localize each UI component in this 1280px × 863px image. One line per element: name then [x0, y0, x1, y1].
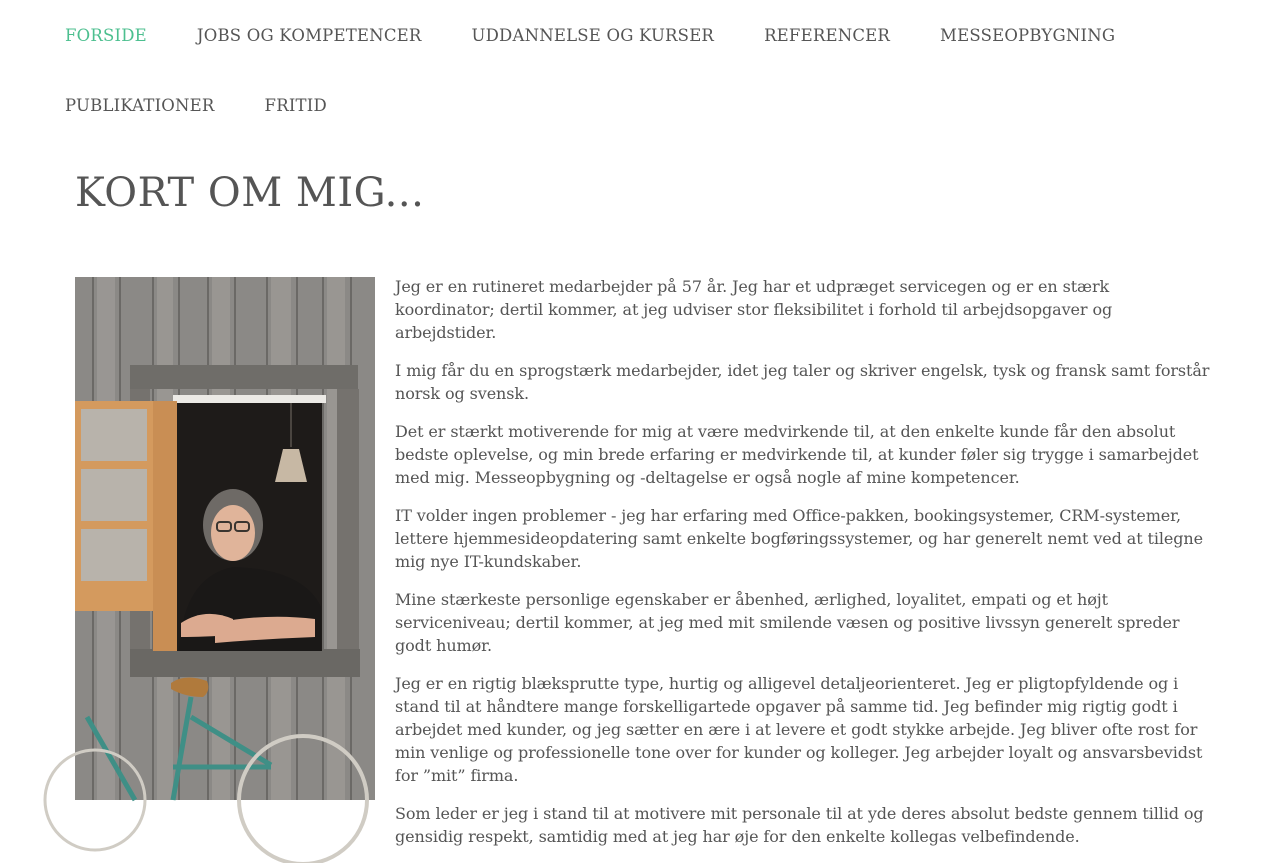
profile-photo [75, 277, 375, 800]
nav-row-1 [40, 0, 1240, 70]
paragraph-intro: Jeg er en rutineret medarbejder på 57 år. Jeg har et udpræget servicegen og er en stærk koordinator; dertil kommer, at jeg udviser stor fleksibilitet i forhold til arbejdsopgaver og arbejdstider. [395, 277, 1113, 342]
main-navigation [40, 0, 1240, 140]
paragraph-languages: I mig får du en sprogstærk medarbejder, idet jeg taler og skriver engelsk, tysk og fransk samt forstår norsk og svensk. [395, 361, 1210, 403]
nav-item-uddannelse-og-kurser[interactable]: UDDANNELSE OG KURSER [471, 25, 715, 45]
nav-item-referencer[interactable]: REFERENCER [764, 25, 891, 45]
nav-item-forside[interactable]: FORSIDE [65, 25, 147, 45]
paragraph-personal-qualities: Mine stærkeste personlige egenskaber er åbenhed, ærlighed, loyalitet, empati og et højt serviceniveau; dertil kommer, at jeg med mit smilende væsen og positive livssyn generelt spreder godt humør. [395, 590, 1180, 655]
nav-row-2 [40, 70, 1240, 140]
paragraph-leadership: Som leder er jeg i stand til at motivere mit personale til at yde deres absolut bedste gennem tillid og gensidig respekt, samtidig med at jeg har øje for den enkelte kollegas velbefindende. [395, 804, 1204, 846]
paragraph-work-style: Jeg er en rigtig blæksprutte type, hurtig og alligevel detaljeorienteret. Jeg er pligtopfyldende og i stand til at håndtere mange forskelligartede opgaver på samme tid. Jeg befinder mig rigtig godt i arbejdet med kunder, og jeg sætter en ære i at levere et godt stykke arbejde. Jeg bliver ofte rost for min venlige og professionelle tone over for kunder og kolleger. Jeg arbejder loyalt og ansvarsbevidst for ”mit” firma. [395, 674, 1203, 785]
nav-item-publikationer[interactable]: PUBLIKATIONER [65, 95, 215, 115]
nav-item-messeopbygning[interactable]: MESSEOPBYGNING [940, 25, 1116, 45]
nav-item-jobs-og-kompetencer[interactable]: JOBS OG KOMPETENCER [196, 25, 422, 45]
nav-item-fritid[interactable]: FRITID [264, 95, 327, 115]
paragraph-motivation: Det er stærkt motiverende for mig at være medvirkende til, at den enkelte kunde får den absolut bedste oplevelse, og min brede erfaring er medvirkende til, at kunder føler sig trygge i samarbejdet med mig. Messeopbygning og -deltagelse er også nogle af mine kompetencer. [395, 422, 1199, 487]
paragraph-it-skills: IT volder ingen problemer - jeg har erfaring med Office-pakken, bookingsystemer, CRM-systemer, lettere hjemmesideopdatering samt enkelte bogføringssystemer, og har generelt nemt ved at tilegne mig nye IT-kundskaber. [395, 506, 1203, 571]
about-content [395, 275, 1210, 863]
page-title: KORT OM MIG... [75, 170, 425, 216]
